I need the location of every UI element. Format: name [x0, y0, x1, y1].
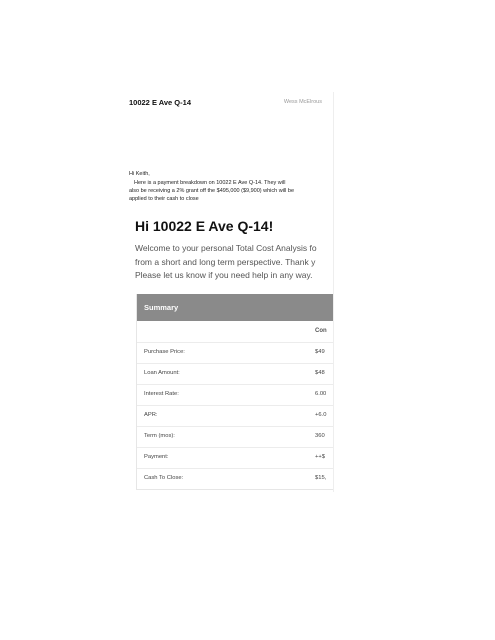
email-body-line: applied to their cash to close: [129, 196, 199, 202]
summary-header: Summary: [137, 294, 334, 321]
row-value: +6.0: [315, 412, 327, 418]
row-label: Term (mos):: [144, 433, 175, 439]
row-label: Purchase Price:: [144, 349, 185, 355]
analysis-title: Hi 10022 E Ave Q-14!: [135, 218, 274, 234]
summary-row-payment: [137, 448, 334, 469]
row-value: $48: [315, 370, 325, 376]
summary-row-apr: [137, 406, 334, 427]
summary-row-loan-amount: [137, 364, 334, 385]
analysis-intro: [135, 242, 334, 283]
summary-row-purchase-price: [137, 343, 334, 364]
row-label: Interest Rate:: [144, 391, 179, 397]
email-document: [124, 92, 334, 492]
email-sender[interactable]: Wess McElrous: [283, 99, 322, 105]
row-label: Loan Amount:: [144, 370, 180, 376]
summary-row-term: [137, 427, 334, 448]
email-body-line: Here is a payment breakdown on 10022 E Ave Q-14. They will: [134, 180, 286, 186]
summary-column-header: [137, 321, 334, 343]
row-value: 6.00: [315, 391, 327, 397]
summary-table: [136, 294, 334, 490]
email-body: [129, 179, 329, 203]
row-value: $49: [315, 349, 325, 355]
email-subject: 10022 E Ave Q-14: [129, 98, 191, 107]
intro-line: Please let us know if you need help in any way.: [135, 270, 313, 280]
row-label: Cash To Close:: [144, 475, 184, 481]
row-label: APR:: [144, 412, 158, 418]
intro-line: from a short and long term perspective. Thank y: [135, 256, 316, 267]
summary-row-cash-to-close: [137, 469, 334, 489]
row-value: $15,: [315, 475, 327, 481]
column-header-label: Con: [315, 328, 327, 334]
intro-line: Welcome to your personal Total Cost Analysis fo: [135, 243, 317, 253]
email-body-line: also be receiving a 2% grant off the $495,000 ($9,900) which will be: [129, 188, 295, 194]
row-value: 360: [315, 433, 325, 439]
row-label: Payment:: [144, 454, 169, 460]
summary-row-interest-rate: [137, 385, 334, 406]
email-greeting: Hi Keith,: [129, 171, 150, 177]
document-edge: [333, 92, 334, 492]
row-value: ++$: [315, 454, 325, 460]
